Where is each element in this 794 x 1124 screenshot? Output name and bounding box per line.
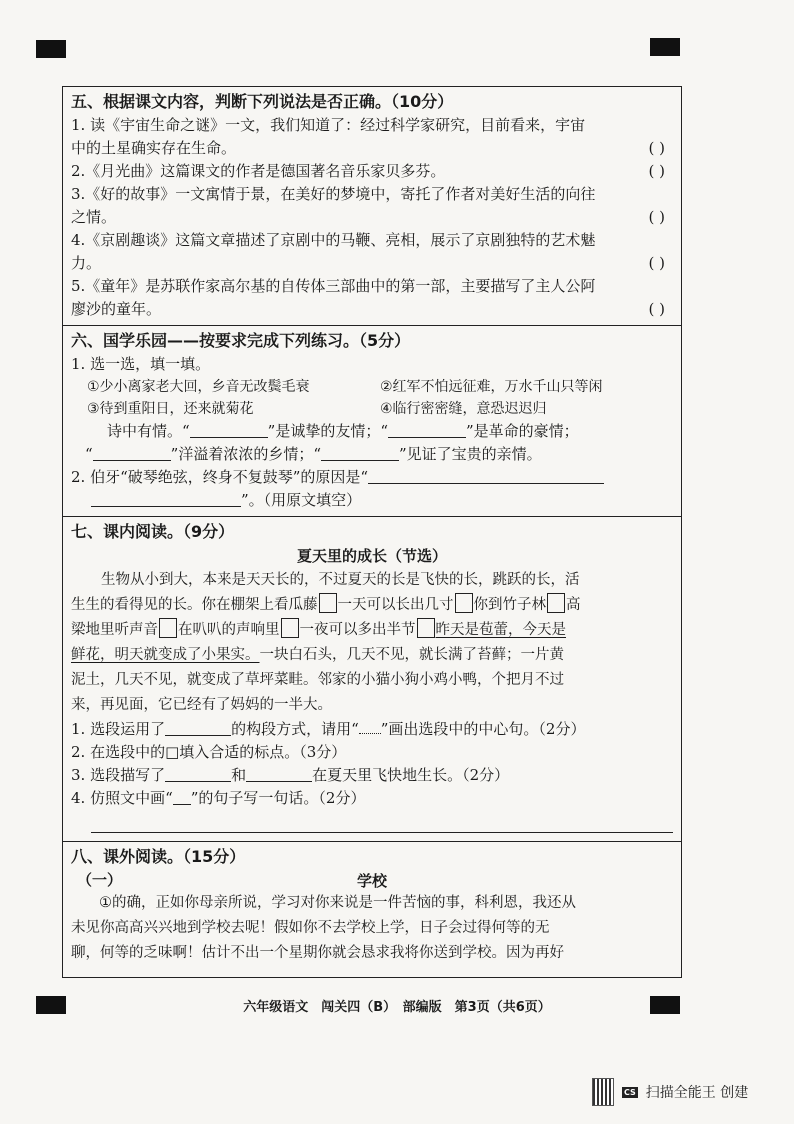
part-label: （一） bbox=[77, 871, 123, 889]
punctuation-box[interactable] bbox=[417, 618, 435, 638]
blank-plant[interactable] bbox=[165, 765, 231, 782]
question-1-line-1: 1. 读《宇宙生命之谜》一文，我们知道了：经过科学家研究，目前看来，宇宙 bbox=[71, 116, 586, 134]
poem-option-3: ③待到重阳日，还来就菊花 bbox=[87, 401, 254, 417]
blank-animal[interactable] bbox=[246, 765, 312, 782]
passage-line-5: 泥土，几天不见，就变成了草坪菜畦。邻家的小猫小狗小鸡小鸭，个把月不过 bbox=[71, 672, 564, 688]
answer-paren-4[interactable]: ( ) bbox=[648, 254, 665, 272]
punctuation-box[interactable] bbox=[547, 593, 565, 613]
blank-revolution[interactable] bbox=[388, 421, 466, 438]
section-7-q4: 4. 仿照文中画“ ”的句子写一句话。（2分） bbox=[71, 789, 366, 807]
answer-paren-1[interactable]: ( ) bbox=[648, 139, 665, 157]
page-footer: 六年级语文 闯关四（B） 部编版 第3页（共6页） bbox=[243, 1000, 551, 1015]
passage-line-2: 生生的看得见的长。你在棚架上看瓜藤 一天可以长出几寸 你到竹子林 高 bbox=[71, 593, 673, 618]
section-5 bbox=[63, 87, 681, 326]
question-4-line-1: 4.《京剧趣谈》这篇文章描述了京剧中的马鞭、亮相，展示了京剧独特的艺术魅 bbox=[71, 231, 596, 249]
punctuation-box[interactable] bbox=[455, 593, 473, 613]
poem-option-4: ④临行密密缝，意恐迟迟归 bbox=[380, 401, 547, 417]
question-1-line-2: 中的土星确实存在生命。 ( ) bbox=[71, 137, 673, 160]
section-8-title: 八、课外阅读。（15分） bbox=[71, 847, 246, 866]
punctuation-box[interactable] bbox=[159, 618, 177, 638]
section-7-title: 七、课内阅读。（9分） bbox=[71, 522, 235, 541]
section-5-title: 五、根据课文内容，判断下列说法是否正确。（10分） bbox=[71, 92, 454, 111]
question-5-line-2: 廖沙的童年。 ( ) bbox=[71, 298, 673, 321]
poem-row-2 bbox=[71, 398, 673, 420]
registration-mark-top-right bbox=[650, 38, 680, 56]
passage-line-1: 生物从小到大，本来是天天长的，不过夏天的长是飞快的长，跳跃的长，活 bbox=[101, 572, 580, 588]
exam-sheet bbox=[62, 86, 682, 978]
answer-paren-3[interactable]: ( ) bbox=[648, 208, 665, 226]
article-line-3: 聊，何等的乏味啊！估计不出一个星期你就会恳求我将你送到学校。因为再好 bbox=[71, 945, 564, 961]
blank-boya-reason-1[interactable] bbox=[368, 467, 604, 484]
passage-line-4: 鲜花，明天就变成了小果实。一块白石头，几天不见，就长满了苔藓；一片黄 bbox=[71, 647, 564, 663]
answer-line[interactable] bbox=[91, 810, 673, 833]
punctuation-box[interactable] bbox=[319, 593, 337, 613]
qr-code-icon bbox=[592, 1078, 614, 1106]
poem-option-1: ①少小离家老大回，乡音无改鬓毛衰 bbox=[87, 379, 310, 395]
article-title: 学校 bbox=[356, 872, 387, 890]
camscanner-logo: CS bbox=[624, 1087, 636, 1097]
question-3-line-1: 3.《好的故事》一文寓情于景，在美好的梦境中，寄托了作者对美好生活的向往 bbox=[71, 185, 596, 203]
watermark-text: 扫描全能王 创建 bbox=[645, 1085, 749, 1101]
question-2: 2.《月光曲》这篇课文的作者是德国著名音乐家贝多芬。 ( ) bbox=[71, 160, 673, 183]
article-line-1: ①的确，正如你母亲所说，学习对你来说是一件苦恼的事，科利恩，我还从 bbox=[99, 895, 576, 911]
section-6-title: 六、国学乐园——按要求完成下列练习。（5分） bbox=[71, 331, 411, 350]
article-line-2: 未见你高高兴兴地到学校去呢！假如你不去学校上学，日子会过得何等的无 bbox=[71, 920, 550, 936]
registration-mark-top-left bbox=[36, 40, 66, 58]
subtitle-row bbox=[71, 869, 673, 891]
section-6-q2-line-1: 2. 伯牙“破琴绝弦，终身不复鼓琴”的原因是“ bbox=[71, 466, 673, 489]
section-7-q1: 1. 选段运用了 的构段方式，请用“ ”画出选段中的中心句。（2分） bbox=[71, 720, 586, 738]
question-5-line-1: 5.《童年》是苏联作家高尔基的自传体三部曲中的第一部，主要描写了主人公阿 bbox=[71, 277, 596, 295]
blank-boya-reason-2[interactable] bbox=[91, 490, 241, 507]
poem-option-2: ②红军不怕远征难，万水千山只等闲 bbox=[380, 379, 603, 395]
section-6-q1: 1. 选一选，填一填。 bbox=[71, 355, 211, 373]
section-7 bbox=[63, 517, 681, 842]
punctuation-box[interactable] bbox=[281, 618, 299, 638]
question-4-line-2: 力。 ( ) bbox=[71, 252, 673, 275]
section-7-q3: 3. 选段描写了 和 在夏天里飞快地生长。（2分） bbox=[71, 766, 510, 784]
blank-friendship[interactable] bbox=[190, 421, 268, 438]
poem-row-1 bbox=[71, 376, 673, 398]
passage-title: 夏天里的成长（节选） bbox=[296, 547, 447, 565]
blank-hometown[interactable] bbox=[93, 444, 171, 461]
blank-family[interactable] bbox=[321, 444, 399, 461]
fill-line-1: 诗中有情。“ ”是诚挚的友情；“ ”是革命的豪情； bbox=[107, 422, 579, 440]
answer-paren-5[interactable]: ( ) bbox=[648, 300, 665, 318]
underline-sample bbox=[173, 788, 191, 805]
section-6 bbox=[63, 326, 681, 517]
section-6-q2-line-2: ”。（用原文填空） bbox=[71, 489, 673, 512]
section-8 bbox=[63, 842, 681, 977]
fill-line-2: “ ”洋溢着浓浓的乡情；“ ”见证了宝贵的亲情。 bbox=[85, 445, 542, 463]
answer-paren-2[interactable]: ( ) bbox=[648, 162, 665, 180]
wavy-line-icon bbox=[359, 721, 381, 734]
passage-line-6: 来，再见面，它已经有了妈妈的一半大。 bbox=[71, 697, 332, 713]
scanner-watermark bbox=[592, 1078, 748, 1106]
blank-structure[interactable] bbox=[165, 719, 231, 736]
passage-line-3: 梁地里听声音 在叭叭的声响里 一夜可以多出半节 昨天是苞蕾，今天是 bbox=[71, 618, 673, 643]
section-7-q2: 2. 在选段中的□填入合适的标点。（3分） bbox=[71, 743, 347, 761]
question-3-line-2: 之情。 ( ) bbox=[71, 206, 673, 229]
